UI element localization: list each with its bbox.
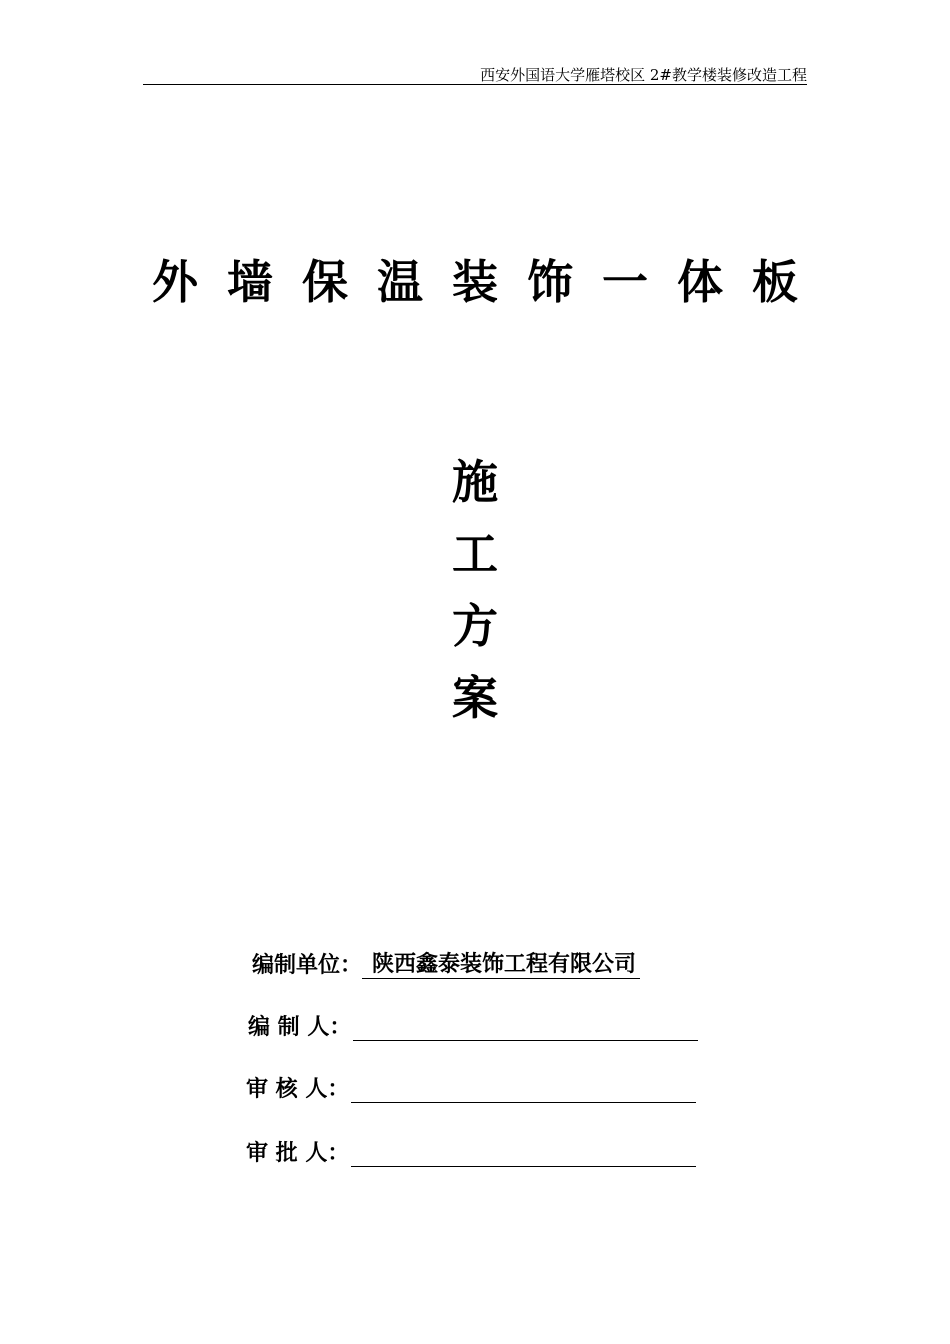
compiling-unit-value: 陕西鑫泰装饰工程有限公司 <box>362 947 640 979</box>
author-label: 编 制 人： <box>248 1015 352 1040</box>
reviewer-row <box>246 1072 696 1103</box>
subtitle-char: 工 <box>452 527 498 581</box>
document-title: 外墙保温装饰一体板 <box>152 255 827 309</box>
subtitle-char: 施 <box>452 455 498 509</box>
header-rule <box>143 84 807 85</box>
compiling-unit-row <box>252 947 640 979</box>
document-subtitle <box>447 446 503 734</box>
subtitle-char: 方 <box>452 599 498 653</box>
compiling-unit-label: 编制单位： <box>252 953 363 978</box>
approver-signature-line <box>351 1140 696 1167</box>
page-header: 西安外国语大学雁塔校区 2#教学楼装修改造工程 <box>480 66 807 84</box>
approver-label: 审 批 人： <box>246 1141 350 1166</box>
author-row <box>248 1010 698 1041</box>
approver-row <box>246 1136 696 1167</box>
reviewer-label: 审 核 人： <box>246 1077 350 1102</box>
reviewer-signature-line <box>351 1076 696 1103</box>
author-signature-line <box>353 1014 698 1041</box>
subtitle-char: 案 <box>452 671 498 725</box>
